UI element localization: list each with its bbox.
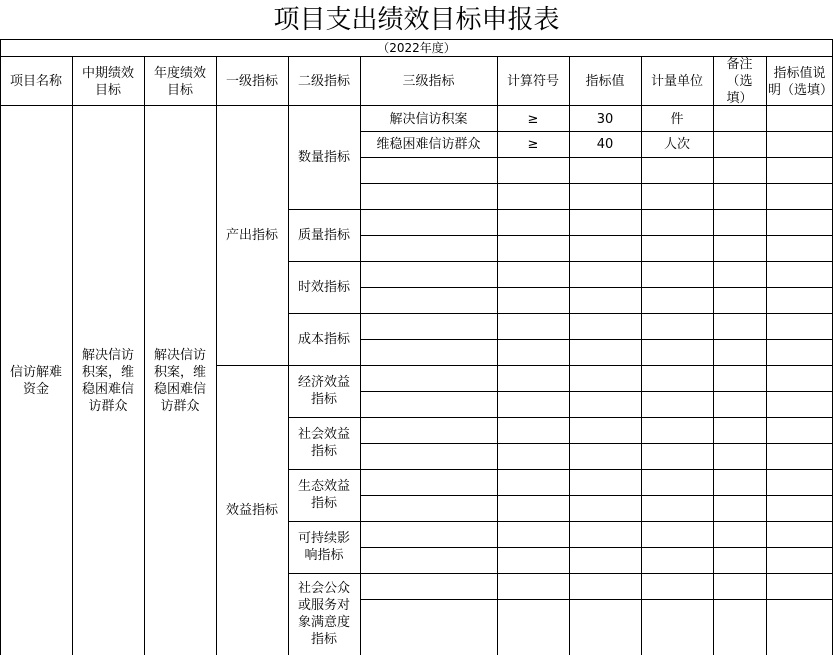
grid-line	[360, 157, 833, 158]
header-level1: 一级指标	[225, 74, 278, 89]
header-level3: 三级指标	[402, 74, 455, 89]
grid-line	[360, 287, 833, 288]
symbol-2: ≥	[527, 137, 539, 152]
grid-line	[288, 313, 833, 314]
grid-line	[288, 521, 833, 522]
header-remark: 备注（选填）	[726, 57, 753, 106]
header-value-note: 指标值说明（选填）	[768, 65, 833, 98]
grid-line	[288, 261, 833, 262]
level2-ecological: 生态效益指标	[297, 479, 350, 511]
grid-line	[288, 365, 833, 366]
grid-line	[360, 443, 833, 444]
level2-quality: 质量指标	[297, 227, 350, 243]
level1-benefit: 效益指标	[225, 502, 278, 518]
value-1: 30	[596, 111, 614, 127]
mid-term-goal: 解决信访积案，维稳困难信访群众	[81, 347, 134, 414]
grid-line	[360, 391, 833, 392]
header-level2: 二级指标	[297, 74, 350, 89]
project-name: 信访解难资金	[9, 364, 62, 397]
grid-line	[288, 469, 833, 470]
grid-line	[713, 56, 714, 655]
grid-line	[288, 209, 833, 210]
symbol-1: ≥	[527, 111, 539, 127]
level2-timeliness: 时效指标	[297, 279, 350, 295]
unit-2: 人次	[663, 137, 690, 152]
header-symbol: 计算符号	[506, 74, 559, 89]
grid-line	[288, 573, 833, 574]
level2-quantity: 数量指标	[297, 150, 350, 165]
header-project-name: 项目名称	[9, 74, 62, 89]
level3-indicator-1: 解决信访积案	[389, 111, 468, 127]
grid-line	[766, 56, 767, 655]
annual-goal: 解决信访积案，维稳困难信访群众	[153, 347, 206, 414]
value-2: 40	[596, 137, 614, 152]
grid-line	[360, 599, 833, 600]
grid-line	[360, 235, 833, 236]
header-unit: 计量单位	[650, 74, 703, 89]
level3-indicator-2: 维稳困难信访群众	[376, 137, 481, 152]
year-label: （2022年度）	[377, 41, 456, 55]
grid-line	[360, 339, 833, 340]
level2-satisfaction: 社会公众或服务对象满意度指标	[297, 581, 350, 647]
header-mid-goal: 中期绩效目标	[81, 65, 134, 98]
grid-line	[360, 495, 833, 496]
header-annual-goal: 年度绩效目标	[153, 65, 206, 98]
level2-social: 社会效益指标	[297, 427, 350, 459]
level1-output: 产出指标	[225, 228, 278, 243]
grid-line	[288, 417, 833, 418]
unit-1: 件	[670, 111, 684, 127]
level2-economic: 经济效益指标	[297, 375, 350, 407]
grid-line	[360, 183, 833, 184]
page-title: 项目支出绩效目标申报表	[273, 4, 560, 35]
level2-sustainable: 可持续影响指标	[297, 531, 350, 563]
header-value: 指标值	[585, 74, 625, 89]
grid-line	[360, 547, 833, 548]
level2-cost: 成本指标	[297, 331, 350, 347]
